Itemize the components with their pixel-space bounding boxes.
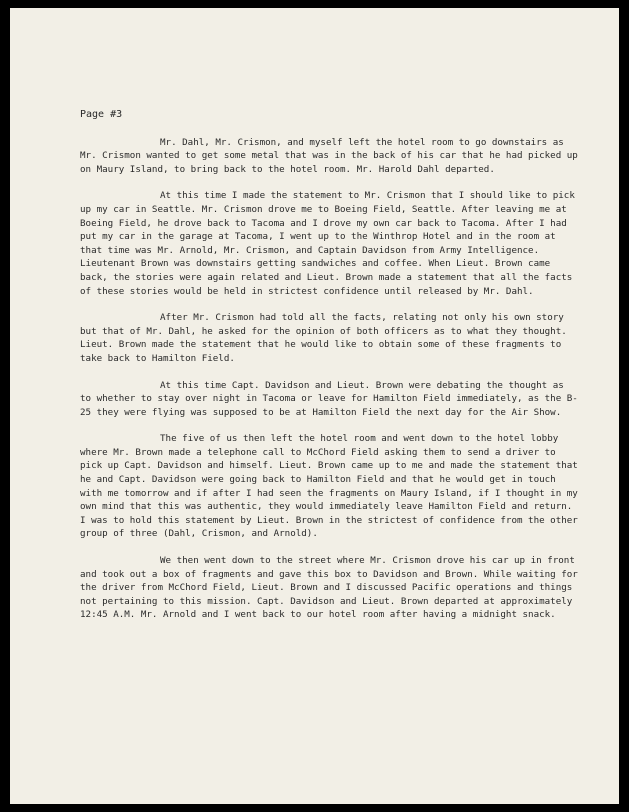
paragraph-1: Mr. Dahl, Mr. Crismon, and myself left the hotel room to go downstairs as Mr. Crismon wanted to get some metal that was in the back of his car that he had picked up on Maury Island, to bring back to the hotel room. Mr. Harold Dahl departed. (80, 136, 578, 175)
paragraph-4: At this time Capt. Davidson and Lieut. Brown were debating the thought as to whether to stay over night in Tacoma or leave for Hamilton Field immediately, as the B-25 they were flying was supposed to be at Hamilton Field the next day for the Air Show. (80, 379, 578, 418)
page-number: Page #3 (80, 109, 123, 120)
paragraph-3: After Mr. Crismon had told all the facts, relating not only his own story but that of Mr. Dahl, he asked for the opinion of both officers as to what they thought. Lieut. Brown made the statement that he would like to obtain some of these fragments to take back to Hamilton Field. (80, 312, 567, 364)
paragraph-5: The five of us then left the hotel room and went down to the hotel lobby where Mr. Brown made a telephone call to McChord Field asking them to send a driver to pick up Capt. Davidson and himself. Lieut. Brown came up to me and made the statement that he and Capt. Davidson were going back to Hamilton Field and that he would get in touch with me tomorrow and if after I had seen the fragments on Maury Island, if I thought in my own mind that this was authentic, they would immediately leave Hamilton Field and return. I was to hold this statement by Lieut. Brown in the strictest of confidence from the other group of three (Dahl, Crismon, and Arnold). (80, 433, 578, 540)
document-page (10, 8, 619, 804)
document-body (80, 108, 580, 622)
paragraph-6: We then went down to the street where Mr. Crismon drove his car up in front and took out a box of fragments and gave this box to Davidson and Brown. While waiting for the driver from McChord Field, Lieut. Brown and I discussed Pacific operations and things not pertaining to this mission. Capt. Davidson and Lieut. Brown departed at approximately 12:45 A.M. Mr. Arnold and I went back to our hotel room after having a midnight snack. (80, 555, 578, 621)
paragraph-2: At this time I made the statement to Mr. Crismon that I should like to pick up my car in Seattle. Mr. Crismon drove me to Boeing Field, Seattle. After leaving me at Boeing Field, he drove back to Tacoma and I drove my own car back to Tacoma. After I had put my car in the garage at Tacoma, I went up to the Winthrop Hotel and in the room at that time was Mr. Arnold, Mr. Crismon, and Captain Davidson from Army Intelligence. Lieutenant Brown was downstairs getting sandwiches and coffee. When Lieut. Brown came back, the stories were again related and Lieut. Brown made a statement that all the facts of these stories would be held in strictest confidence until released by Mr. Dahl. (80, 190, 575, 297)
